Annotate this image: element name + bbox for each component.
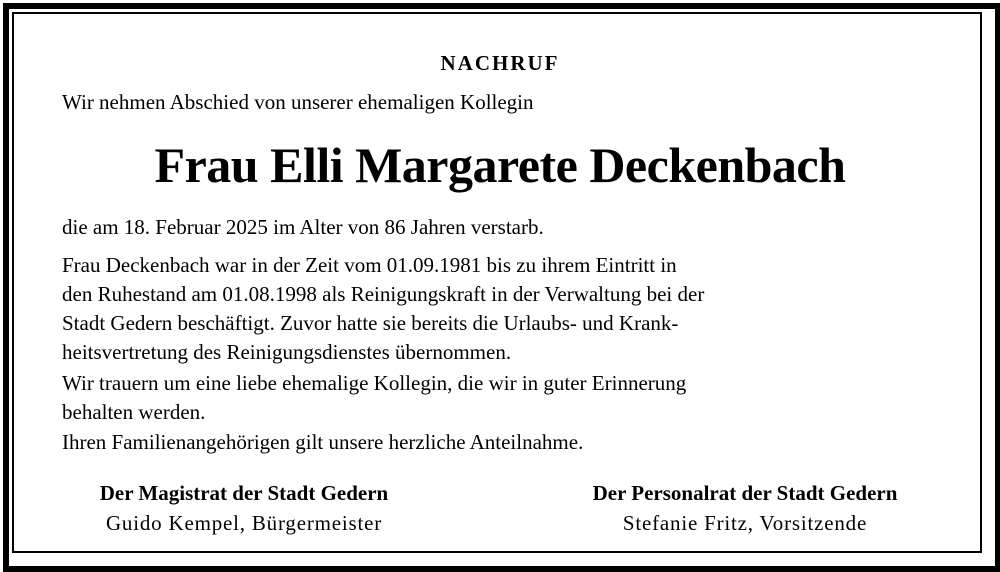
employment-paragraph	[62, 251, 942, 367]
signature-name: Guido Kempel, Bürgermeister	[105, 511, 383, 535]
text-line: Frau Deckenbach war in der Zeit vom 01.09.1981 bis zu ihrem Eintritt in	[62, 253, 677, 277]
signature-personalrat	[550, 478, 940, 538]
text-line: den Ruhestand am 01.08.1998 als Reinigungskraft in der Verwaltung bei der	[62, 282, 705, 306]
text-line: Wir trauern um eine liebe ehemalige Kollegin, die wir in guter Erinnerung	[62, 371, 687, 395]
signature-title: Der Magistrat der Stadt Gedern	[99, 481, 389, 505]
intro-line: Wir nehmen Abschied von unserer ehemaligen Kollegin	[62, 90, 534, 114]
signature-name: Stefanie Fritz, Vorsitzende	[622, 511, 868, 535]
text-line: heitsvertretung des Reinigungsdienstes übernommen.	[62, 340, 512, 364]
text-line: Stadt Gedern beschäftigt. Zuvor hatte sie bereits die Urlaubs- und Krank-	[62, 311, 679, 335]
mourning-paragraph	[62, 369, 942, 427]
signature-magistrat	[62, 478, 426, 538]
text-line: behalten werden.	[62, 400, 206, 424]
condolence-line: Ihren Familienangehörigen gilt unsere herzliche Anteilnahme.	[62, 430, 584, 454]
death-date-line: die am 18. Februar 2025 im Alter von 86 Jahren verstarb.	[62, 215, 544, 239]
signature-title: Der Personalrat der Stadt Gedern	[592, 481, 898, 505]
notice-heading: NACHRUF	[440, 51, 560, 75]
deceased-name: Frau Elli Margarete Deckenbach	[154, 137, 846, 193]
